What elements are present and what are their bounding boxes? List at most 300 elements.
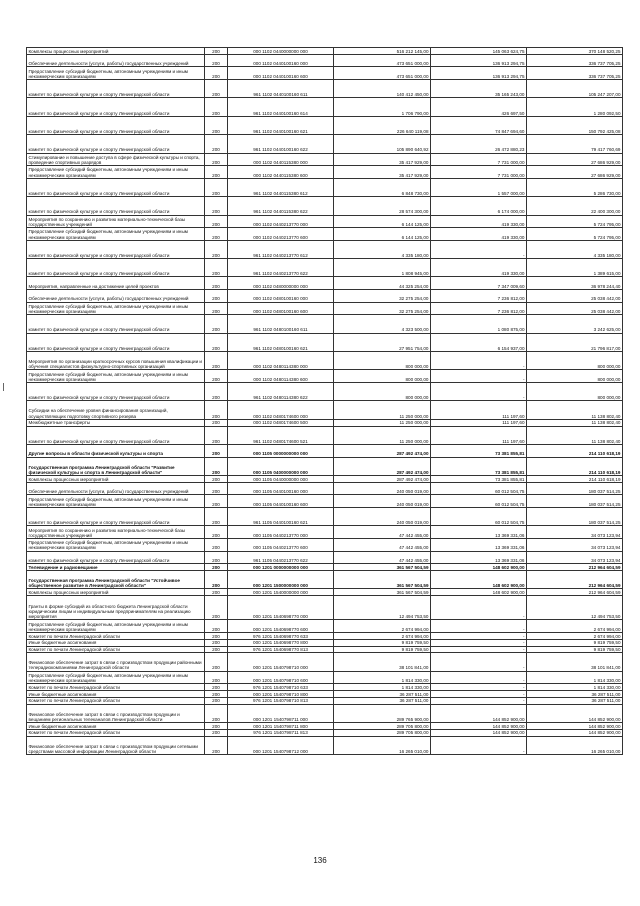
table-row xyxy=(27,723,623,730)
row-executed-amount: 144 852 900,00 xyxy=(431,704,527,722)
row-admin-code: 200 xyxy=(205,153,228,166)
row-executed-amount: 136 913 294,75 xyxy=(431,67,527,80)
row-budget-code: 000 1201 0000000000 000 xyxy=(228,564,334,571)
row-executed-amount: 419 330,00 xyxy=(431,215,527,228)
row-remaining-amount: 9 819 759,50 xyxy=(527,639,623,646)
row-name: комитет по физической культуре и спорту Ленинградской области xyxy=(27,98,205,116)
row-remaining-amount: 9 819 759,50 xyxy=(527,646,623,653)
row-name: Предоставление субсидий бюджетным, автономным учреждениям и иным некоммерческим организациям xyxy=(27,620,205,633)
row-remaining-amount: 36 978 244,40 xyxy=(527,277,623,290)
row-admin-code: 200 xyxy=(205,135,228,153)
row-name: комитет по физической культуре и спорту Ленинградской области xyxy=(27,507,205,525)
table-row xyxy=(27,551,623,564)
row-approved-amount: 12 494 753,50 xyxy=(334,596,431,620)
row-remaining-amount: 22 400 300,00 xyxy=(527,197,623,215)
row-approved-amount: 27 951 754,00 xyxy=(334,333,431,351)
row-remaining-amount: 180 037 514,25 xyxy=(527,482,623,495)
row-remaining-amount: 1 389 615,00 xyxy=(527,259,623,277)
row-executed-amount: 26 472 880,23 xyxy=(431,135,527,153)
row-executed-amount: 13 369 331,06 xyxy=(431,526,527,539)
row-admin-code: 200 xyxy=(205,290,228,303)
row-approved-amount: 287 492 474,00 xyxy=(334,445,431,458)
row-remaining-amount: 16 265 010,00 xyxy=(527,736,623,754)
row-admin-code: 200 xyxy=(205,691,228,698)
row-approved-amount: 287 492 474,00 xyxy=(334,475,431,482)
row-admin-code: 200 xyxy=(205,653,228,671)
row-remaining-amount: 2 674 994,00 xyxy=(527,620,623,633)
row-admin-code: 200 xyxy=(205,507,228,525)
table-row xyxy=(27,632,623,639)
table-row xyxy=(27,736,623,754)
row-admin-code: 200 xyxy=(205,54,228,67)
row-approved-amount: 4 335 180,00 xyxy=(334,240,431,258)
row-admin-code: 200 xyxy=(205,482,228,495)
row-budget-code: 000 1102 0480114380 600 xyxy=(228,370,334,383)
row-remaining-amount: 12 494 753,50 xyxy=(527,596,623,620)
row-approved-amount: 516 212 145,00 xyxy=(334,48,431,55)
row-approved-amount: 6 144 125,00 xyxy=(334,228,431,241)
row-executed-amount: 111 197,60 xyxy=(431,401,527,419)
row-admin-code: 200 xyxy=(205,48,228,55)
table-row xyxy=(27,54,623,67)
row-name: Финансовое обеспечение затрат в связи с производством продукции сетевыми средствами массовой информации Ленинградской области xyxy=(27,736,205,754)
row-executed-amount: 13 369 331,06 xyxy=(431,551,527,564)
row-executed-amount: - xyxy=(431,596,527,620)
row-name: Предоставление субсидий бюджетным, автономным учреждениям и иным некоммерческим организациям xyxy=(27,302,205,315)
row-approved-amount: 36 287 511,00 xyxy=(334,697,431,704)
row-name: Мероприятия по сохранению и развитию материально-технической базы государственных учреждений xyxy=(27,526,205,539)
row-approved-amount: 35 417 929,00 xyxy=(334,166,431,179)
row-approved-amount: 240 050 019,00 xyxy=(334,495,431,508)
row-approved-amount: 289 765 900,00 xyxy=(334,704,431,722)
table-row xyxy=(27,419,623,426)
row-executed-amount: 60 012 504,75 xyxy=(431,482,527,495)
row-name: комитет по физической культуре и спорту Ленинградской области xyxy=(27,259,205,277)
row-budget-code: 000 1102 0440213770 000 xyxy=(228,215,334,228)
row-remaining-amount: 5 724 795,00 xyxy=(527,215,623,228)
row-name: комитет по физической культуре и спорту Ленинградской области xyxy=(27,197,205,215)
table-row xyxy=(27,178,623,196)
row-name: Межбюджетные трансферты xyxy=(27,419,205,426)
table-row xyxy=(27,116,623,134)
row-approved-amount: 289 705 800,00 xyxy=(334,729,431,736)
row-admin-code: 200 xyxy=(205,445,228,458)
table-row xyxy=(27,166,623,179)
row-remaining-amount: 150 792 425,08 xyxy=(527,116,623,134)
row-name: Телевидение и радиовещание xyxy=(27,564,205,571)
row-approved-amount: 44 325 254,00 xyxy=(334,277,431,290)
row-approved-amount: 47 442 455,00 xyxy=(334,526,431,539)
row-remaining-amount: 214 110 618,19 xyxy=(527,457,623,475)
row-remaining-amount: 34 073 123,94 xyxy=(527,551,623,564)
table-row xyxy=(27,240,623,258)
row-executed-amount: 7 731 000,00 xyxy=(431,153,527,166)
table-row xyxy=(27,564,623,571)
row-budget-code: 000 1102 0480100160 000 xyxy=(228,290,334,303)
row-budget-code: 976 1201 1540798710 633 xyxy=(228,684,334,691)
row-approved-amount: 287 492 474,00 xyxy=(334,457,431,475)
row-executed-amount: 148 602 900,00 xyxy=(431,570,527,588)
row-admin-code: 200 xyxy=(205,401,228,419)
row-admin-code: 200 xyxy=(205,426,228,444)
row-admin-code: 200 xyxy=(205,704,228,722)
row-name: комитет по физической культуре и спорту Ленинградской области xyxy=(27,333,205,351)
row-admin-code: 200 xyxy=(205,684,228,691)
table-row xyxy=(27,135,623,153)
row-approved-amount: 140 412 450,00 xyxy=(334,79,431,97)
row-approved-amount: 240 050 019,00 xyxy=(334,482,431,495)
row-executed-amount: 419 330,00 xyxy=(431,228,527,241)
row-budget-code: 000 1201 1540798711 000 xyxy=(228,704,334,722)
row-approved-amount: 473 651 000,00 xyxy=(334,54,431,67)
row-admin-code: 200 xyxy=(205,457,228,475)
row-remaining-amount: 27 686 929,00 xyxy=(527,166,623,179)
row-approved-amount: 47 442 455,00 xyxy=(334,538,431,551)
row-remaining-amount: 800 000,00 xyxy=(527,370,623,383)
row-name: Мероприятия по организации краткосрочных курсов повышения квалификации и обучения специалистов физкультурно-спортивных организаций xyxy=(27,352,205,370)
row-executed-amount: 144 852 900,00 xyxy=(431,729,527,736)
table-row xyxy=(27,215,623,228)
row-approved-amount: 289 705 800,00 xyxy=(334,723,431,730)
row-approved-amount: 240 050 019,00 xyxy=(334,507,431,525)
row-admin-code: 200 xyxy=(205,259,228,277)
table-row xyxy=(27,729,623,736)
table-row xyxy=(27,48,623,55)
row-name: Предоставление субсидий бюджетным, автономным учреждениям и иным некоммерческим организациям xyxy=(27,538,205,551)
row-approved-amount: 1 706 790,00 xyxy=(334,98,431,116)
row-admin-code: 200 xyxy=(205,551,228,564)
row-budget-code: 961 1102 0440100160 621 xyxy=(228,116,334,134)
row-executed-amount: 7 236 812,00 xyxy=(431,290,527,303)
table-row xyxy=(27,704,623,722)
table-row xyxy=(27,426,623,444)
row-budget-code: 961 1102 0440100160 622 xyxy=(228,135,334,153)
row-admin-code: 200 xyxy=(205,302,228,315)
row-executed-amount: - xyxy=(431,697,527,704)
table-row xyxy=(27,315,623,333)
row-budget-code: 000 1201 1540798712 000 xyxy=(228,736,334,754)
row-approved-amount: 32 275 254,00 xyxy=(334,290,431,303)
row-budget-code: 961 1102 0440213770 612 xyxy=(228,240,334,258)
row-executed-amount: 73 381 855,81 xyxy=(431,445,527,458)
row-name: Государственная программа Ленинградской области "Развитие физической культуры и спорта в Ленинградской области" xyxy=(27,457,205,475)
row-budget-code: 000 1201 1540798710 600 xyxy=(228,671,334,684)
row-budget-code: 000 1201 1540698770 000 xyxy=(228,596,334,620)
row-executed-amount: 1 080 875,00 xyxy=(431,315,527,333)
row-approved-amount: 47 442 455,00 xyxy=(334,551,431,564)
row-name: Предоставление субсидий бюджетным, автономным учреждениям и иным некоммерческим организациям xyxy=(27,495,205,508)
row-admin-code: 200 xyxy=(205,116,228,134)
row-approved-amount: 1 814 330,00 xyxy=(334,671,431,684)
row-executed-amount: 148 602 900,00 xyxy=(431,589,527,596)
row-name: Предоставление субсидий бюджетным, автономным учреждениям и иным некоммерческим организациям xyxy=(27,370,205,383)
row-remaining-amount: 214 110 618,19 xyxy=(527,445,623,458)
row-budget-code: 961 1102 0440100160 611 xyxy=(228,79,334,97)
table-row xyxy=(27,684,623,691)
row-remaining-amount: 144 852 900,00 xyxy=(527,704,623,722)
row-remaining-amount: 21 796 817,00 xyxy=(527,333,623,351)
row-admin-code: 200 xyxy=(205,646,228,653)
table-row xyxy=(27,691,623,698)
row-remaining-amount: 2 674 994,00 xyxy=(527,632,623,639)
row-name: комитет по физической культуре и спорту Ленинградской области xyxy=(27,135,205,153)
row-executed-amount: 144 852 900,00 xyxy=(431,723,527,730)
row-admin-code: 200 xyxy=(205,671,228,684)
table-row xyxy=(27,475,623,482)
row-executed-amount: - xyxy=(431,684,527,691)
row-executed-amount: - xyxy=(431,383,527,401)
row-admin-code: 200 xyxy=(205,277,228,290)
row-remaining-amount: 144 852 900,00 xyxy=(527,729,623,736)
row-executed-amount: 35 165 243,00 xyxy=(431,79,527,97)
row-admin-code: 200 xyxy=(205,352,228,370)
row-admin-code: 200 xyxy=(205,240,228,258)
row-executed-amount: 426 697,50 xyxy=(431,98,527,116)
row-admin-code: 200 xyxy=(205,383,228,401)
row-budget-code: 961 1102 0440213770 622 xyxy=(228,259,334,277)
row-executed-amount: 145 063 624,75 xyxy=(431,48,527,55)
row-admin-code: 200 xyxy=(205,475,228,482)
table-row xyxy=(27,653,623,671)
row-budget-code: 000 1105 0440000000 000 xyxy=(228,475,334,482)
row-executed-amount: 6 174 000,00 xyxy=(431,197,527,215)
row-admin-code: 200 xyxy=(205,215,228,228)
row-budget-code: 000 1102 0440115380 600 xyxy=(228,166,334,179)
row-remaining-amount: 800 000,00 xyxy=(527,352,623,370)
row-executed-amount: 60 012 504,75 xyxy=(431,507,527,525)
row-remaining-amount: 800 000,00 xyxy=(527,383,623,401)
row-admin-code: 200 xyxy=(205,736,228,754)
row-approved-amount: 35 417 929,00 xyxy=(334,153,431,166)
row-remaining-amount: 212 964 604,59 xyxy=(527,570,623,588)
row-approved-amount: 28 574 300,00 xyxy=(334,197,431,215)
row-remaining-amount: 336 737 705,25 xyxy=(527,67,623,80)
table-row xyxy=(27,570,623,588)
row-executed-amount: - xyxy=(431,671,527,684)
row-approved-amount: 361 567 504,59 xyxy=(334,564,431,571)
row-executed-amount: 1 557 000,00 xyxy=(431,178,527,196)
table-row xyxy=(27,228,623,241)
row-remaining-amount: 38 101 841,00 xyxy=(527,653,623,671)
table-row xyxy=(27,197,623,215)
row-name: комитет по физической культуре и спорту Ленинградской области xyxy=(27,79,205,97)
row-admin-code: 200 xyxy=(205,526,228,539)
row-remaining-amount: 144 852 900,00 xyxy=(527,723,623,730)
row-executed-amount: 136 913 294,75 xyxy=(431,54,527,67)
table-row xyxy=(27,383,623,401)
row-budget-code: 000 1102 0480174600 000 xyxy=(228,401,334,419)
row-executed-amount: 7 731 000,00 xyxy=(431,166,527,179)
row-remaining-amount: 212 964 604,59 xyxy=(527,589,623,596)
row-executed-amount: 73 381 855,81 xyxy=(431,475,527,482)
table-row xyxy=(27,277,623,290)
row-name: Финансовое обеспечение затрат в связи с производством продукции районными телерадиокомпаниями Ленинградской области xyxy=(27,653,205,671)
row-approved-amount: 38 101 841,00 xyxy=(334,653,431,671)
row-admin-code: 200 xyxy=(205,697,228,704)
row-admin-code: 200 xyxy=(205,564,228,571)
row-remaining-amount: 25 038 442,00 xyxy=(527,302,623,315)
table-row xyxy=(27,589,623,596)
row-name: Предоставление субсидий бюджетным, автономным учреждениям и иным некоммерческим организациям xyxy=(27,671,205,684)
row-name: Комплексы процессных мероприятий xyxy=(27,589,205,596)
table-row xyxy=(27,697,623,704)
row-approved-amount: 11 250 000,00 xyxy=(334,419,431,426)
row-budget-code: 000 1102 0440213770 600 xyxy=(228,228,334,241)
row-name: Предоставление субсидий бюджетным, автономным учреждениям и иным некоммерческим организациям xyxy=(27,228,205,241)
row-budget-code: 000 1201 1540698770 800 xyxy=(228,639,334,646)
row-approved-amount: 473 651 000,00 xyxy=(334,67,431,80)
row-approved-amount: 2 674 994,00 xyxy=(334,632,431,639)
row-remaining-amount: 4 335 180,00 xyxy=(527,240,623,258)
row-remaining-amount: 79 417 760,69 xyxy=(527,135,623,153)
row-approved-amount: 800 000,00 xyxy=(334,352,431,370)
row-budget-code: 000 1102 0480114380 000 xyxy=(228,352,334,370)
row-budget-code: 961 1102 0440115380 622 xyxy=(228,197,334,215)
row-approved-amount: 11 250 000,00 xyxy=(334,401,431,419)
row-budget-code: 961 1102 0480100160 621 xyxy=(228,333,334,351)
row-executed-amount: - xyxy=(431,620,527,633)
row-budget-code: 000 1201 1540698770 600 xyxy=(228,620,334,633)
row-admin-code: 200 xyxy=(205,596,228,620)
row-budget-code: 000 1105 0440213770 600 xyxy=(228,538,334,551)
row-executed-amount: - xyxy=(431,639,527,646)
table-row xyxy=(27,259,623,277)
row-approved-amount: 32 275 254,00 xyxy=(334,302,431,315)
row-budget-code: 000 1105 0400000000 000 xyxy=(228,457,334,475)
table-row xyxy=(27,352,623,370)
row-admin-code: 200 xyxy=(205,570,228,588)
row-executed-amount: 13 369 331,06 xyxy=(431,538,527,551)
row-admin-code: 200 xyxy=(205,79,228,97)
table-row xyxy=(27,507,623,525)
row-remaining-amount: 336 737 705,25 xyxy=(527,54,623,67)
row-approved-amount: 16 265 010,00 xyxy=(334,736,431,754)
row-budget-code: 961 1105 0440100160 621 xyxy=(228,507,334,525)
row-budget-code: 000 1105 0440100160 000 xyxy=(228,482,334,495)
row-budget-code: 961 1102 0480114380 622 xyxy=(228,383,334,401)
row-remaining-amount: 3 242 625,00 xyxy=(527,315,623,333)
row-admin-code: 200 xyxy=(205,495,228,508)
row-budget-code: 000 1102 0440000000 000 xyxy=(228,48,334,55)
row-name: Комитет по печати Ленинградской области xyxy=(27,646,205,653)
row-name: Государственная программа Ленинградской области "Устойчивое общественное развитие в Ленинградской области" xyxy=(27,570,205,588)
table-row xyxy=(27,79,623,97)
table-row xyxy=(27,153,623,166)
row-name: Финансовое обеспечение затрат в связи с производством продукции и вещанием региональных телеканалов Ленинградской области xyxy=(27,704,205,722)
budget-execution-table xyxy=(26,47,623,755)
row-remaining-amount: 214 110 618,19 xyxy=(527,475,623,482)
row-name: Субсидии на обеспечение уровня финансирования организаций, осуществляющих подготовку спортивного резерва xyxy=(27,401,205,419)
table-row xyxy=(27,482,623,495)
row-approved-amount: 361 567 504,59 xyxy=(334,589,431,596)
row-executed-amount: 74 847 694,60 xyxy=(431,116,527,134)
row-executed-amount: 6 154 937,00 xyxy=(431,333,527,351)
row-name: Обеспечение деятельности (услуги, работы) государственных учреждений xyxy=(27,482,205,495)
row-name: Иные бюджетные ассигнования xyxy=(27,639,205,646)
row-name: Стимулирование и повышение доступа в сфере физической культуры и спорта, проведение спортивных разрядов xyxy=(27,153,205,166)
row-name: Предоставление субсидий бюджетным, автономным учреждениям и иным некоммерческим организациям xyxy=(27,166,205,179)
table-row xyxy=(27,596,623,620)
row-admin-code: 200 xyxy=(205,632,228,639)
row-admin-code: 200 xyxy=(205,333,228,351)
row-name: Обеспечение деятельности (услуги, работы) государственных учреждений xyxy=(27,54,205,67)
row-approved-amount: 800 000,00 xyxy=(334,383,431,401)
page-number: 136 xyxy=(313,856,327,865)
row-admin-code: 200 xyxy=(205,620,228,633)
table-row xyxy=(27,302,623,315)
row-remaining-amount: 180 037 514,25 xyxy=(527,507,623,525)
table-row xyxy=(27,370,623,383)
row-budget-code: 961 1102 0440100160 614 xyxy=(228,98,334,116)
table-row xyxy=(27,457,623,475)
row-executed-amount: 7 236 812,00 xyxy=(431,302,527,315)
row-remaining-amount: 11 138 802,40 xyxy=(527,419,623,426)
row-approved-amount: 11 250 000,00 xyxy=(334,426,431,444)
row-budget-code: 976 1201 1540798711 813 xyxy=(228,729,334,736)
row-admin-code: 200 xyxy=(205,729,228,736)
row-admin-code: 200 xyxy=(205,178,228,196)
row-name: комитет по физической культуре и спорту Ленинградской области xyxy=(27,116,205,134)
row-budget-code: 000 1102 0440100160 600 xyxy=(228,67,334,80)
table-row xyxy=(27,98,623,116)
row-approved-amount: 1 808 945,00 xyxy=(334,259,431,277)
row-remaining-amount: 34 073 123,94 xyxy=(527,538,623,551)
row-remaining-amount: 11 138 802,40 xyxy=(527,401,623,419)
row-admin-code: 200 xyxy=(205,639,228,646)
row-budget-code: 000 1102 0480174600 500 xyxy=(228,419,334,426)
row-remaining-amount: 5 286 730,00 xyxy=(527,178,623,196)
row-executed-amount: 148 602 900,00 xyxy=(431,564,527,571)
row-budget-code: 000 1201 1540798710 800 xyxy=(228,691,334,698)
row-budget-code: 000 1201 1540000000 000 xyxy=(228,589,334,596)
row-name: Мероприятия, направленные на достижение целей проектов xyxy=(27,277,205,290)
row-name: Комплексы процессных мероприятий xyxy=(27,48,205,55)
row-approved-amount: 4 323 500,00 xyxy=(334,315,431,333)
row-name: Комитет по печати Ленинградской области xyxy=(27,729,205,736)
row-admin-code: 200 xyxy=(205,370,228,383)
row-approved-amount: 1 814 330,00 xyxy=(334,684,431,691)
row-admin-code: 200 xyxy=(205,538,228,551)
row-remaining-amount: 36 287 511,00 xyxy=(527,691,623,698)
row-budget-code: 976 1201 1540698770 633 xyxy=(228,632,334,639)
row-name: комитет по физической культуре и спорту Ленинградской области xyxy=(27,551,205,564)
row-budget-code: 000 1102 0480000000 000 xyxy=(228,277,334,290)
row-name: Комитет по печати Ленинградской области xyxy=(27,684,205,691)
row-remaining-amount: 1 814 330,00 xyxy=(527,684,623,691)
row-budget-code: 961 1102 0440115380 612 xyxy=(228,178,334,196)
table-row xyxy=(27,646,623,653)
row-approved-amount: 226 640 119,08 xyxy=(334,116,431,134)
row-admin-code: 200 xyxy=(205,723,228,730)
table-row xyxy=(27,67,623,80)
row-budget-code: 961 1102 0480100160 611 xyxy=(228,315,334,333)
row-approved-amount: 6 144 125,00 xyxy=(334,215,431,228)
row-executed-amount: 111 197,60 xyxy=(431,426,527,444)
row-executed-amount: 419 330,00 xyxy=(431,259,527,277)
row-budget-code: 000 1105 0440213770 000 xyxy=(228,526,334,539)
row-executed-amount: - xyxy=(431,240,527,258)
row-remaining-amount: 1 814 330,00 xyxy=(527,671,623,684)
row-remaining-amount: 27 686 929,00 xyxy=(527,153,623,166)
row-admin-code: 200 xyxy=(205,197,228,215)
row-remaining-amount: 11 138 802,40 xyxy=(527,426,623,444)
row-admin-code: 200 xyxy=(205,315,228,333)
row-budget-code: 000 1105 0000000000 000 xyxy=(228,445,334,458)
row-admin-code: 200 xyxy=(205,419,228,426)
row-name: Обеспечение деятельности (услуги, работы) государственных учреждений xyxy=(27,290,205,303)
row-name: комитет по физической культуре и спорту Ленинградской области xyxy=(27,426,205,444)
row-approved-amount: 6 848 730,00 xyxy=(334,178,431,196)
